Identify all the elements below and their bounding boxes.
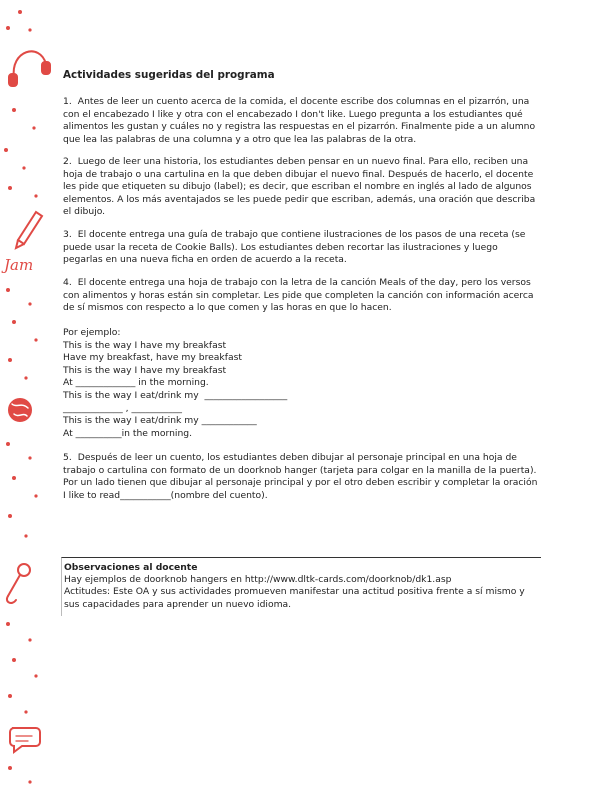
globe-icon: [9, 399, 31, 421]
activity-number: 2.: [63, 156, 72, 167]
teacher-notes-attitudes: Actitudes: Este OA y sus actividades promueven manifestar una actitud positiva frente a sí mismo y sus capacidades para aprender un nuevo idioma.: [64, 586, 525, 610]
activity-text: Luego de leer una historia, los estudiantes deben pensar en un nuevo final. Para ello, reciben una hoja de trabajo o una cartulina en la que deben dibujar el nuevo final. Después de hacerlo, el docente les pide que etiqueten su dibujo (label); es decir, que escriban el nombre en inglés al lado de algunos elementos. A los más aventajados se les puede pedir que escriban, además, una oración que describa el dibujo.: [63, 156, 536, 218]
activity-3: [63, 229, 540, 267]
example-line: This is the way I have my breakfast: [63, 339, 227, 351]
teacher-notes-link-line: Hay ejemplos de doorknob hangers en http://www.dltk-cards.com/doorknob/dk1.asp: [64, 574, 452, 586]
activity-number: 4.: [63, 277, 72, 288]
activity-4: [63, 277, 540, 315]
example-line: This is the way I have my breakfast: [63, 364, 227, 376]
example-line: At _____________ in the morning.: [63, 377, 209, 389]
activity-text: Después de leer un cuento, los estudiantes deben dibujar al personaje principal en una hoja de trabajo o cartulina con formato de un doorknob hanger (tarjeta para colgar en la manilla de la puerta). Por un lado tienen que dibujar al personaje principal y por el otro deben escribir y completar la oración I like to read___________(nombre del cuento).: [63, 452, 538, 501]
microphone-icon: [7, 564, 30, 603]
speech-bubble-icon: [10, 728, 40, 752]
activity-text: El docente entrega una guía de trabajo que contiene ilustraciones de los pasos de una receta (se puede usar la receta de Cookie Balls). Los estudiantes deben recortar las ilustraciones y luego pegarlas en una nueva ficha en orden de acuerdo a la receta.: [63, 229, 526, 266]
page-title: Actividades sugeridas del programa: [63, 69, 275, 81]
activity-text: El docente entrega una hoja de trabajo con la letra de la canción Meals of the day, pero los versos con alimentos y horas están sin completar. Les pide que completen la canción con información acerca de sí mismos con respecto a lo que comen y las horas en que lo hacen.: [63, 277, 534, 314]
headphones-icon: [9, 51, 50, 86]
pencil-icon: [16, 212, 42, 248]
activity-2: [63, 156, 540, 219]
activity-number: 3.: [63, 229, 72, 240]
activity-number: 5.: [63, 452, 72, 463]
activity-number: 1.: [63, 96, 72, 107]
example-line: Por ejemplo:: [63, 327, 121, 338]
activity-5: [63, 452, 540, 502]
example-line: Have my breakfast, have my breakfast: [63, 352, 242, 364]
dot-pattern: [4, 10, 38, 784]
teacher-notes: [64, 562, 538, 611]
example-line: _____________ , ___________: [63, 402, 183, 414]
teacher-notes-box: [61, 557, 541, 616]
jam-doodle: Jam: [4, 256, 34, 274]
song-example: [63, 327, 540, 440]
example-line: At __________in the morning.: [63, 427, 193, 439]
example-line: This is the way I eat/drink my ____________: [63, 415, 257, 427]
margin-decoration: [0, 0, 60, 800]
activity-text: Antes de leer un cuento acerca de la comida, el docente escribe dos columnas en el pizarrón, una con el encabezado I like y otra con el encabezado I don't like. Luego pregunta a los estudiantes qué alimentos les gustan y cuáles no y registra las respuestas en el pizarrón. Finalmente pide a un alumno que lea las palabras de una columna y a otro que lea las palabras de la otra.: [63, 96, 536, 145]
teacher-notes-title: Observaciones al docente: [64, 562, 198, 573]
activity-1: [63, 96, 540, 146]
example-line: This is the way I eat/drink my __________________: [63, 389, 288, 401]
